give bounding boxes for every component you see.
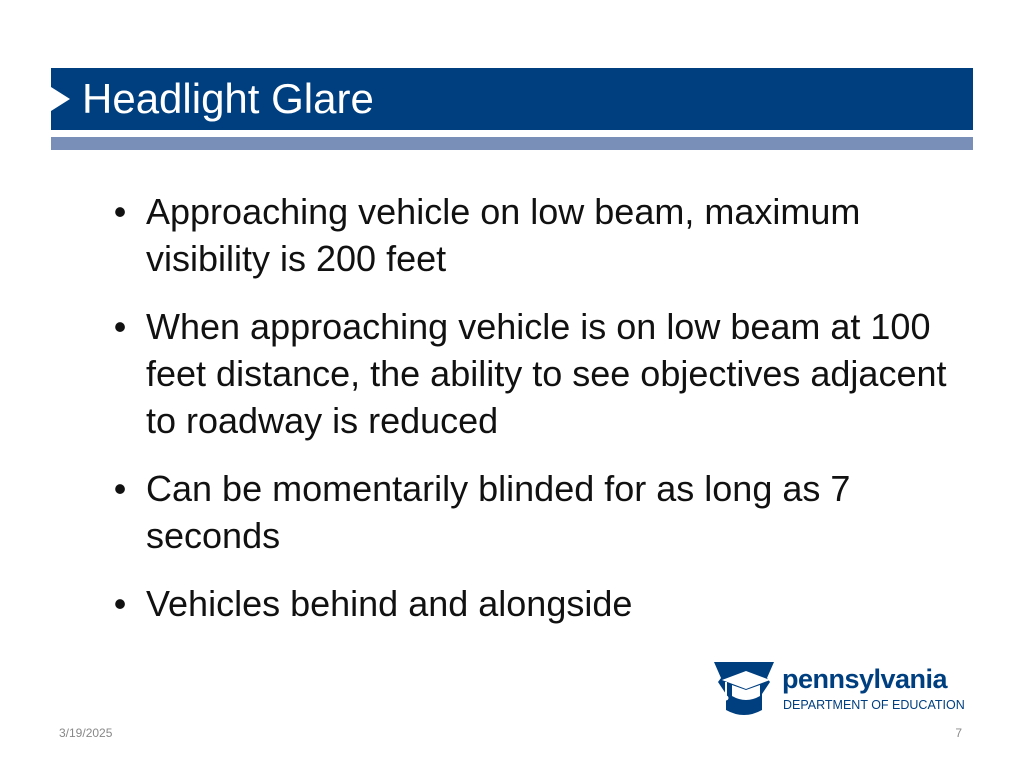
bullet-text: Can be momentarily blinded for as long as 7 seconds <box>146 468 851 556</box>
bullet-item-3 <box>110 465 970 559</box>
title-underline <box>51 137 973 150</box>
keystone-graduation-cap-icon <box>712 658 776 720</box>
bullet-text: Approaching vehicle on low beam, maximum visibility is 200 feet <box>146 191 861 279</box>
bullet-icon: • <box>113 468 127 509</box>
pa-education-logo <box>712 658 974 720</box>
bullet-item-1 <box>110 188 970 282</box>
logo-name: pennsylvania <box>782 664 948 694</box>
bullet-list <box>110 188 970 648</box>
bullet-icon: • <box>113 191 127 232</box>
bullet-icon: • <box>113 583 127 624</box>
footer-page-number: 7 <box>955 726 962 740</box>
title-bar <box>51 68 973 130</box>
bullet-item-4 <box>110 580 970 627</box>
bullet-item-2 <box>110 303 970 444</box>
footer-date: 3/19/2025 <box>59 726 113 740</box>
logo-department: DEPARTMENT OF EDUCATION <box>783 698 965 712</box>
bullet-text: When approaching vehicle is on low beam at 100 feet distance, the ability to see objectives adjacent to roadway is reduced <box>146 306 947 441</box>
title-arrow-icon <box>51 87 70 111</box>
bullet-text: Vehicles behind and alongside <box>146 583 633 624</box>
slide-title: Headlight Glare <box>82 75 374 122</box>
bullet-icon: • <box>113 306 127 347</box>
